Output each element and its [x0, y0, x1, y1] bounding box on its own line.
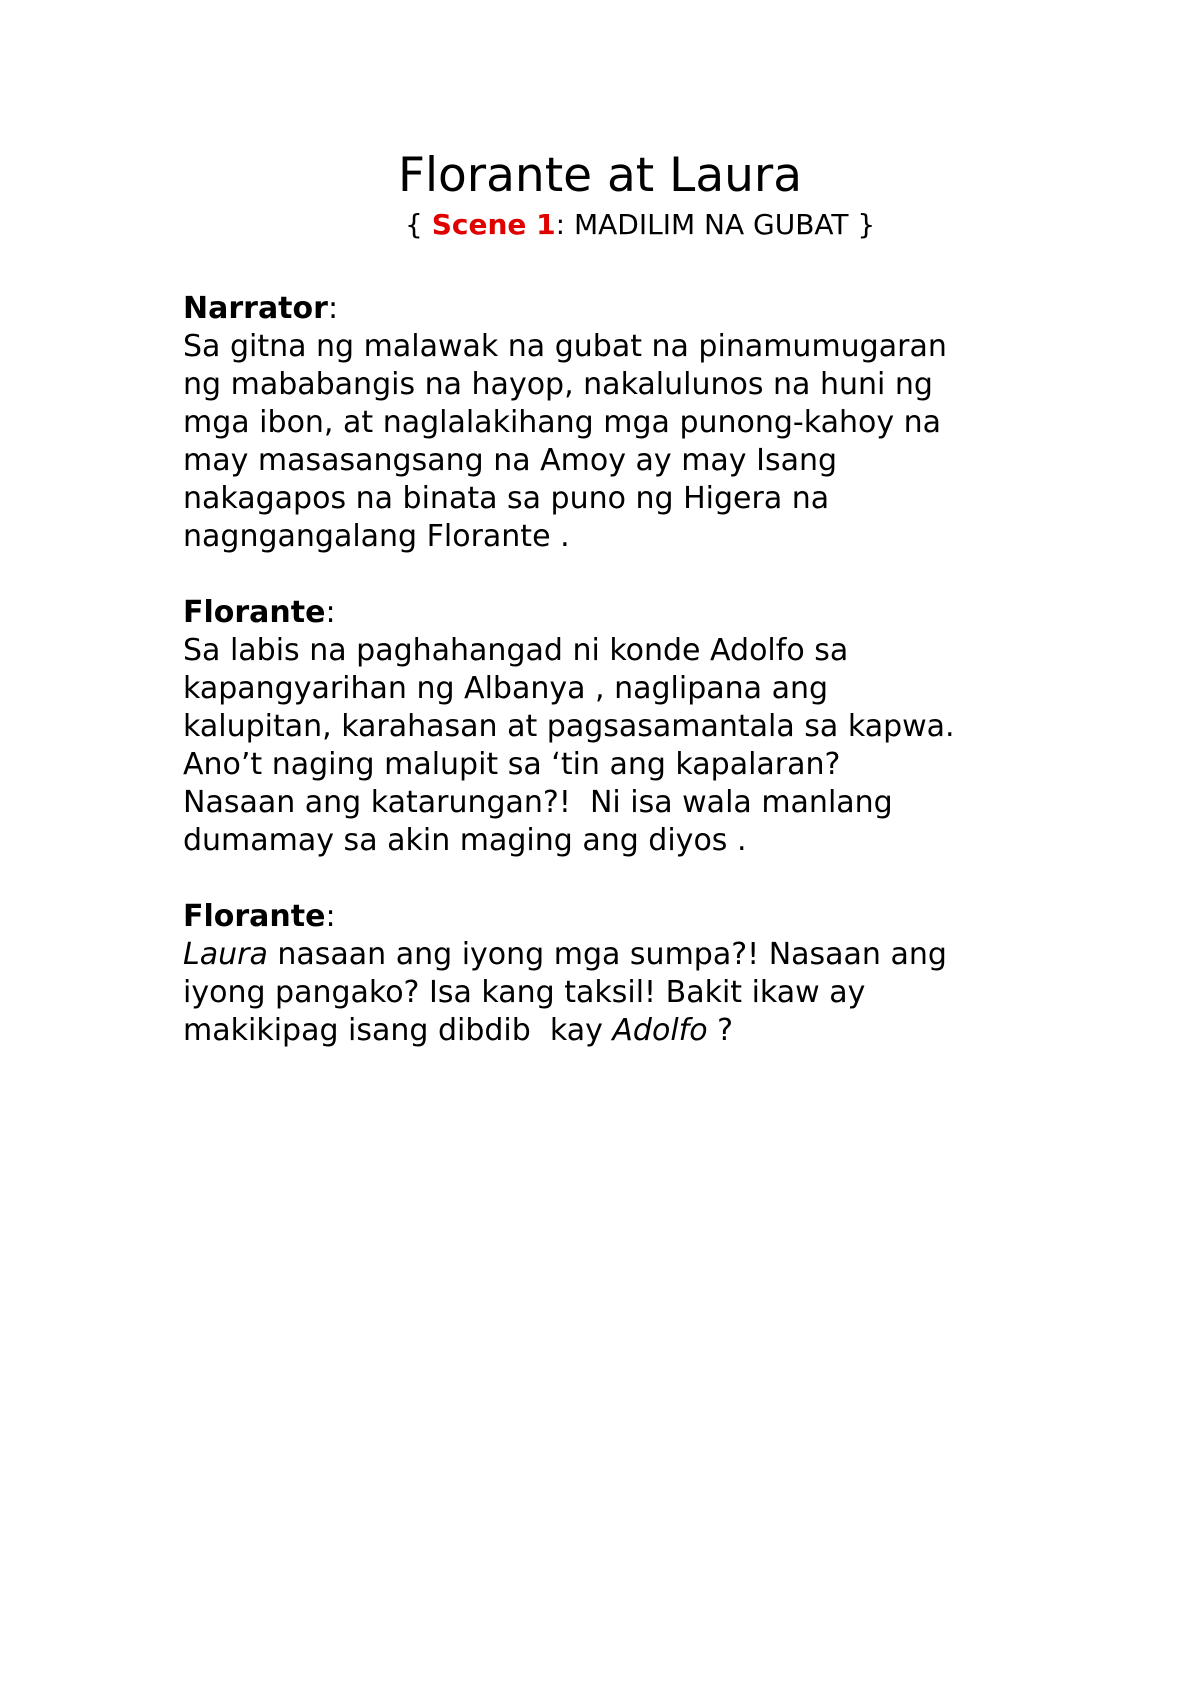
dialogue-line: kalupitan, karahasan at pagsasamantala sa kapwa. [183, 709, 955, 744]
dialogue-line: dumamay sa akin maging ang diyos . [183, 823, 747, 858]
dialogue-line: Nasaan ang katarungan?! Ni isa wala manlang [183, 785, 893, 820]
italic-name-laura: Laura [183, 937, 268, 972]
document-title: Florante at Laura [397, 148, 803, 203]
dialogue-line: iyong pangako? Isa kang taksil! Bakit ikaw ay [183, 975, 866, 1010]
dialogue-text: nasaan ang iyong mga sumpa?! Nasaan ang [267, 937, 947, 972]
speaker-colon: : [325, 899, 336, 934]
dialogue-line: kapangyarihan ng Albanya , naglipana ang [183, 671, 829, 706]
dialogue-line: may masasangsang na Amoy ay may Isang [183, 443, 838, 478]
dialogue-line: Sa gitna ng malawak na gubat na pinamumugaran [183, 329, 947, 364]
dialogue-text: makikipag isang dibdib kay [183, 1013, 613, 1048]
dialogue-line: Ano’t naging malupit sa ‘tin ang kapalaran? [183, 747, 841, 782]
dialogue-line: nakagapos na binata sa puno ng Higera na [183, 481, 830, 516]
speaker-name: Florante [183, 595, 326, 630]
dialogue-line: ng mababangis na hayop, nakalulunos na huni ng [183, 367, 933, 402]
speaker-label [183, 898, 1083, 936]
dialogue-block-florante-1 [183, 594, 1083, 860]
italic-name-adolfo: Adolfo [612, 1013, 708, 1048]
scene-number-label: Scene 1 [431, 208, 556, 241]
speaker-label [183, 290, 1083, 328]
speaker-name: Florante [183, 899, 326, 934]
dialogue-block-florante-2 [183, 898, 1083, 1050]
scene-open-brace: { [405, 208, 432, 241]
speaker-colon: : [325, 595, 336, 630]
scene-close-brace: } [848, 208, 876, 241]
dialogue-line [183, 936, 1083, 974]
script-body [183, 290, 1083, 1088]
speaker-colon: : [327, 291, 339, 326]
speaker-label [183, 594, 1083, 632]
scene-name: MADILIM NA GUBAT [573, 208, 849, 241]
speaker-name: Narrator [183, 291, 328, 326]
dialogue-line: nagngangalang Florante . [183, 519, 570, 554]
dialogue-line [183, 1012, 1083, 1050]
dialogue-block-narrator [183, 290, 1083, 556]
scene-heading [405, 207, 875, 243]
scene-separator: : [555, 208, 574, 241]
dialogue-text: ? [707, 1013, 734, 1048]
dialogue-line: mga ibon, at naglalakihang mga punong-kahoy na [183, 405, 942, 440]
dialogue-line: Sa labis na paghahangad ni konde Adolfo sa [183, 633, 849, 668]
